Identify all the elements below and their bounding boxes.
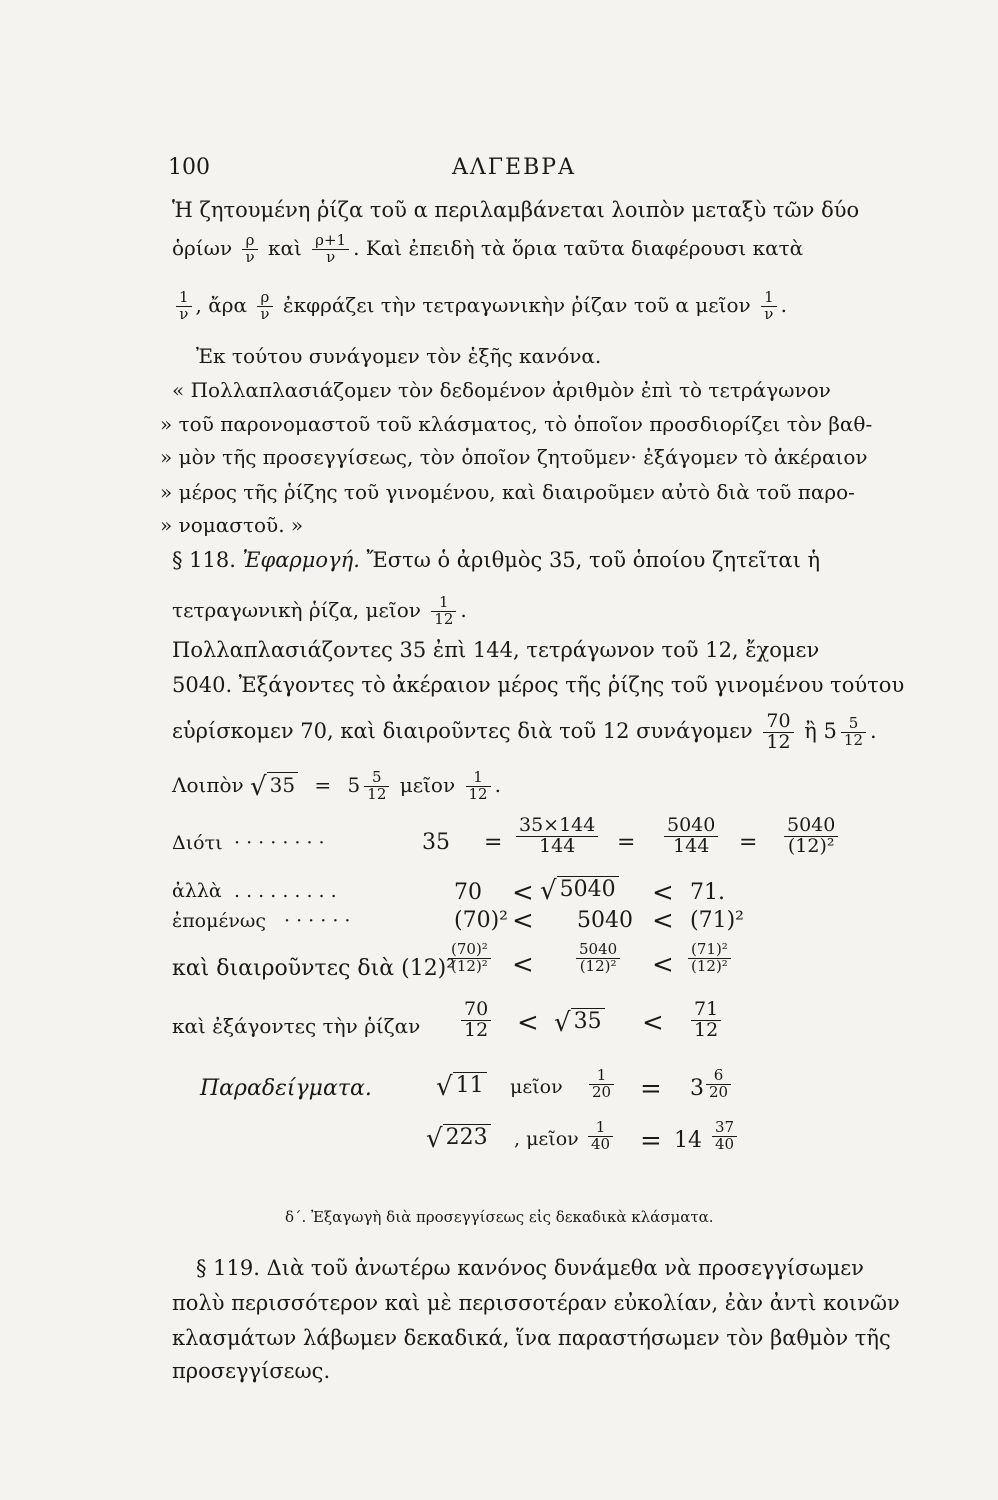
sec119-line1: § 119. Διὰ τοῦ ἀνωτέρω κανόνος δυνάμεθα νὰ προσεγγίσωμεν	[196, 1256, 864, 1280]
fraction-rho-plus-one-over-nu: $\frac{\rho+1}{\nu}$	[312, 233, 349, 266]
sec118-line1: § 118. Ἐφαρμογή. Ἔστω ὁ ἀριθμὸς 35, τοῦ ὁποίου ζητεῖται ἡ	[172, 548, 821, 572]
rule-line3: » μὸν τῆς προσεγγίσεως, τὸν ὁποῖον ζητοῦμεν· ἐξάγομεν τὸ ἀκέραιον	[160, 445, 868, 469]
para2: Ἐκ τούτου συνάγομεν τὸν ἑξῆς κανόνα.	[196, 344, 602, 368]
sqrt-223: √ 223	[426, 1126, 491, 1152]
para1-line3: $\frac{1}{\nu}$ , ἄρα $\frac{\rho}{\nu}$ ἐκφράζει τὴν τετραγωνικὴν ῥίζαν τοῦ α μεῖον $\frac{1}{\nu}$ .	[172, 290, 787, 323]
fraction-one-over-nu-2: $\frac{1}{\nu}$	[761, 290, 777, 323]
derivation-row-2: ἀλλὰ . . . . . . . . . 70 < √ 5040 < 71.	[172, 876, 725, 908]
para3-line3: εὑρίσκομεν 70, καὶ διαιροῦντες διὰ τοῦ 12 συνάγομεν $\frac{70}{12}$ ἢ 5 $\frac{5}{12}$ .	[172, 710, 877, 753]
para1-line2: ὁρίων $\frac{\rho}{\nu}$ καὶ $\frac{\rho+1}{\nu}$ . Καὶ ἐπειδὴ τὰ ὅρια ταῦτα διαφέρουσι κατὰ	[172, 231, 804, 266]
fraction-70-12: $\frac{70}{12}$	[763, 712, 793, 753]
fraction-5-12: $\frac{5}{12}$	[841, 716, 866, 749]
fraction-rho-over-nu-2: $\frac{\rho}{\nu}$	[257, 290, 272, 323]
sec119-line3: κλασμάτων λάβωμεν δεκαδικά, ἵνα παραστήσωμεν τὸν βαθμὸν τῆς	[172, 1326, 891, 1350]
page-number: 100	[168, 155, 210, 180]
result-line: Λοιπὸν √ 35 = 5 $\frac{5}{12}$ μεῖον $\frac{1}{12}$ .	[172, 768, 501, 803]
sqrt-11: √ 11	[436, 1074, 487, 1100]
derivation-row-3: ἐπομένως · · · · · · (70)² < 5040 < (71)²	[172, 906, 744, 936]
sqrt-35-row5: √ 35	[554, 1010, 605, 1036]
sqrt-5040: √ 5040	[540, 878, 619, 904]
sqrt-35: √ 35	[250, 774, 298, 800]
sec119-line2: πολὺ περισσότερον καὶ μὲ περισσοτέραν εὐκολίαν, ἐὰν ἀντὶ κοινῶν	[172, 1291, 900, 1315]
sec119-line4: προσεγγίσεως.	[172, 1359, 331, 1383]
rule-line1: « Πολλαπλασιάζομεν τὸν δεδομένον ἀριθμὸν ἐπὶ τὸ τετράγωνον	[172, 378, 831, 402]
sec118-line2: τετραγωνικὴ ῥίζα, μεῖον $\frac{1}{12}$ .	[172, 593, 467, 628]
fraction-result-5-12: $\frac{5}{12}$	[364, 770, 389, 803]
derivation-row-1: Διότι · · · · · · · · 35 = $\frac{35\times 144}{144}$ = $\frac{5040}{144}$ = $\frac{5040}{\text{(12)²}}$	[172, 822, 872, 872]
rule-line5: » νομαστοῦ. »	[160, 513, 304, 537]
para3-line2: 5040. Ἐξάγοντες τὸ ἀκέραιον μέρος τῆς ῥίζης τοῦ γινομένου τούτου	[172, 673, 905, 697]
running-title: ΑΛΓΕΒΡΑ	[452, 155, 576, 180]
fraction-one-twelfth: $\frac{1}{12}$	[431, 595, 456, 628]
fraction-rho-over-nu: $\frac{\rho}{\nu}$	[242, 233, 257, 266]
example-1: Παραδείγματα. √ 11 μεῖον $\frac{1}{20}$ = 3 $\frac{6}{20}$	[200, 1068, 800, 1118]
derivation-row-4: καὶ διαιροῦντες διὰ (12)² $\frac{\text{(70)²}}{\text{(12)²}}$ < $\frac{5040}{\text{(12)²}}$ < $\frac{\text{(71)²}}{\text{(12)²}}$	[172, 942, 872, 994]
fraction-one-over-nu: $\frac{1}{\nu}$	[176, 290, 192, 323]
derivation-row-5: καὶ ἐξάγοντες τὴν ῥίζαν $\frac{70}{12}$ < √ 35 < $\frac{71}{12}$	[172, 1000, 872, 1052]
rule-line4: » μέρος τῆς ῥίζης τοῦ γινομένου, καὶ διαιροῦμεν αὐτὸ διὰ τοῦ παρο-	[160, 480, 855, 504]
subsection-heading: δ΄. Ἐξαγωγὴ διὰ προσεγγίσεως εἰς δεκαδικὰ κλάσματα.	[285, 1208, 714, 1226]
rule-line2: » τοῦ παρονομαστοῦ τοῦ κλάσματος, τὸ ὁποῖον προσδιορίζει τὸν βαθ-	[160, 412, 873, 436]
example-2: √ 223 , μεῖον $\frac{1}{40}$ = 14 $\frac{37}{40}$	[200, 1120, 800, 1170]
fraction-result-1-12: $\frac{1}{12}$	[466, 770, 491, 803]
para1-line1: Ἡ ζητουμένη ῥίζα τοῦ α περιλαμβάνεται λοιπὸν μεταξὺ τῶν δύο	[172, 198, 860, 222]
para3-line1: Πολλαπλασιάζοντες 35 ἐπὶ 144, τετράγωνον τοῦ 12, ἔχομεν	[172, 638, 820, 662]
